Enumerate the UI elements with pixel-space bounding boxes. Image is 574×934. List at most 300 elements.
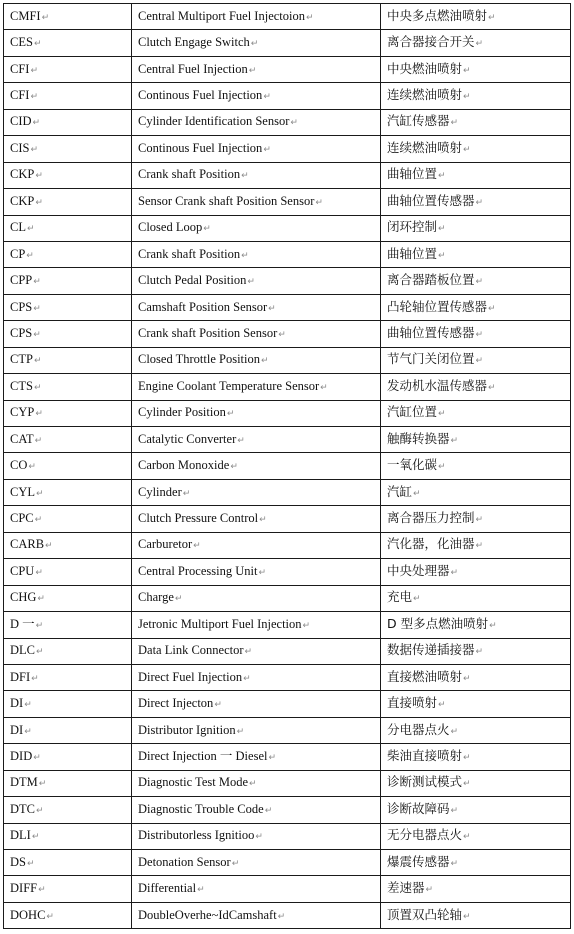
table-row [4, 347, 571, 373]
english-term-cell [132, 691, 381, 717]
paragraph-mark-icon: ↵ [450, 805, 459, 816]
chinese-term-text: 汽化器，化油器 [387, 536, 475, 552]
paragraph-mark-icon: ↵ [30, 92, 38, 103]
table-row [4, 532, 571, 558]
chinese-term-cell [381, 770, 571, 796]
chinese-term-text: 汽缸传感器 [387, 113, 450, 129]
paragraph-mark-icon: ↵ [488, 12, 496, 23]
abbreviation-cell [4, 506, 132, 532]
english-term-cell [132, 215, 381, 241]
table-row [4, 823, 571, 849]
chinese-term-cell [381, 902, 571, 928]
table-row [4, 770, 571, 796]
abbreviation-text: CFI [10, 88, 30, 103]
chinese-term-cell [381, 215, 571, 241]
paragraph-mark-icon: ↵ [463, 779, 471, 790]
chinese-term-cell [381, 612, 571, 638]
english-term-cell [132, 638, 381, 664]
abbreviation-text: D 一 [10, 616, 35, 631]
chinese-term-text: 中央处理器 [387, 562, 450, 578]
abbreviation-text: CTP [10, 352, 33, 367]
chinese-term-text: 离合器压力控制 [387, 510, 475, 526]
table-row [4, 638, 571, 664]
abbreviation-text: CPU [10, 563, 35, 578]
paragraph-mark-icon: ↵ [438, 409, 446, 420]
chinese-term-text: 汽缸位置 [387, 404, 438, 420]
paragraph-mark-icon: ↵ [450, 567, 459, 578]
table-row [4, 4, 571, 30]
english-term-cell [132, 400, 381, 426]
english-term-cell [132, 479, 381, 505]
table-row [4, 612, 571, 638]
paragraph-mark-icon: ↵ [489, 620, 497, 631]
english-term-text: Continous Fuel Injection [138, 140, 263, 155]
english-term-text: Direct Fuel Injection [138, 669, 243, 684]
chinese-term-cell [381, 585, 571, 611]
paragraph-mark-icon: ↵ [226, 409, 235, 420]
table-row [4, 56, 571, 82]
table-row [4, 30, 571, 56]
abbreviation-cell [4, 136, 132, 162]
abbreviation-cell [4, 770, 132, 796]
english-term-cell [132, 109, 381, 135]
table-row [4, 268, 571, 294]
chinese-term-cell [381, 162, 571, 188]
paragraph-mark-icon: ↵ [302, 620, 311, 631]
paragraph-mark-icon: ↵ [438, 250, 446, 261]
paragraph-mark-icon: ↵ [463, 144, 471, 155]
abbreviation-text: CES [10, 35, 33, 50]
abbreviation-text: CPS [10, 299, 33, 314]
paragraph-mark-icon: ↵ [31, 673, 39, 684]
chinese-term-text: 无分电器点火 [387, 827, 463, 843]
english-term-cell [132, 532, 381, 558]
table-row [4, 374, 571, 400]
paragraph-mark-icon: ↵ [45, 541, 53, 552]
paragraph-mark-icon: ↵ [193, 541, 201, 552]
chinese-term-text: 诊断故障码 [387, 800, 450, 816]
english-term-cell [132, 612, 381, 638]
english-term-text: Cylinder [138, 484, 182, 499]
chinese-term-text: 中央燃油喷射 [387, 60, 463, 76]
paragraph-mark-icon: ↵ [463, 92, 471, 103]
chinese-term-text: 曲轴位置 [387, 245, 438, 261]
paragraph-mark-icon: ↵ [438, 462, 446, 473]
chinese-term-text: 节气门关闭位置 [387, 351, 475, 367]
paragraph-mark-icon: ↵ [261, 356, 269, 367]
paragraph-mark-icon: ↵ [450, 858, 459, 869]
english-term-text: Clutch Engage Switch [138, 35, 250, 50]
abbreviation-cell [4, 902, 132, 928]
english-term-cell [132, 797, 381, 823]
paragraph-mark-icon: ↵ [258, 567, 266, 578]
english-term-text: Direct Injection 一 Diesel [138, 748, 268, 763]
english-term-cell [132, 744, 381, 770]
english-term-cell [132, 136, 381, 162]
english-term-text: Camshaft Position Sensor [138, 299, 268, 314]
abbreviation-text: CIS [10, 140, 30, 155]
chinese-term-text: 爆震传感器 [387, 853, 450, 869]
chinese-term-cell [381, 294, 571, 320]
abbreviation-text: CKP [10, 167, 35, 182]
chinese-term-cell [381, 479, 571, 505]
paragraph-mark-icon: ↵ [34, 435, 43, 446]
chinese-term-text: 凸轮轴位置传感器 [387, 298, 488, 314]
paragraph-mark-icon: ↵ [475, 515, 484, 526]
english-term-text: Distributorless Ignitioo [138, 828, 255, 843]
table-row [4, 691, 571, 717]
english-term-text: Differential [138, 881, 197, 896]
paragraph-mark-icon: ↵ [24, 700, 32, 711]
chinese-term-text: 分电器点火 [387, 721, 450, 737]
english-term-text: Distributor Ignition [138, 722, 236, 737]
english-term-text: Continous Fuel Injection [138, 88, 263, 103]
english-term-cell [132, 347, 381, 373]
chinese-term-cell [381, 83, 571, 109]
english-term-cell [132, 585, 381, 611]
paragraph-mark-icon: ↵ [278, 329, 286, 340]
paragraph-mark-icon: ↵ [248, 65, 257, 76]
abbreviation-text: CYP [10, 405, 35, 420]
table-row [4, 850, 571, 876]
abbreviation-text: CMFI [10, 8, 41, 23]
paragraph-mark-icon: ↵ [32, 118, 41, 129]
english-term-text: Central Processing Unit [138, 563, 258, 578]
paragraph-mark-icon: ↵ [268, 752, 277, 763]
chinese-term-cell [381, 56, 571, 82]
abbreviation-cell [4, 532, 132, 558]
paragraph-mark-icon: ↵ [247, 277, 255, 288]
english-term-text: Jetronic Multiport Fuel Injection [138, 616, 302, 631]
paragraph-mark-icon: ↵ [450, 435, 459, 446]
paragraph-mark-icon: ↵ [425, 885, 434, 896]
english-term-text: DoubleOverhe~IdCamshaft [138, 907, 277, 922]
english-term-text: Sensor Crank shaft Position Sensor [138, 193, 315, 208]
table-row [4, 559, 571, 585]
abbreviation-text: CP [10, 246, 26, 261]
chinese-term-cell [381, 744, 571, 770]
abbreviation-cell [4, 585, 132, 611]
paragraph-mark-icon: ↵ [255, 832, 263, 843]
abbreviation-cell [4, 268, 132, 294]
chinese-term-cell [381, 691, 571, 717]
english-term-cell [132, 559, 381, 585]
english-term-text: Closed Throttle Position [138, 352, 260, 367]
english-term-cell [132, 189, 381, 215]
chinese-term-cell [381, 717, 571, 743]
chinese-term-text: 离合器踏板位置 [387, 272, 475, 288]
paragraph-mark-icon: ↵ [38, 885, 46, 896]
chinese-term-cell [381, 4, 571, 30]
table-row [4, 902, 571, 928]
chinese-term-cell [381, 797, 571, 823]
english-term-text: Data Link Connector [138, 643, 244, 658]
english-term-text: Closed Loop [138, 220, 203, 235]
abbreviation-text: CARB [10, 537, 45, 552]
chinese-term-cell [381, 664, 571, 690]
english-term-cell [132, 83, 381, 109]
abbreviation-text: CYL [10, 484, 35, 499]
chinese-term-cell [381, 374, 571, 400]
paragraph-mark-icon: ↵ [46, 911, 54, 922]
paragraph-mark-icon: ↵ [463, 911, 471, 922]
paragraph-mark-icon: ↵ [413, 594, 421, 605]
abbreviation-cell [4, 479, 132, 505]
english-term-cell [132, 374, 381, 400]
paragraph-mark-icon: ↵ [33, 356, 42, 367]
table-row [4, 162, 571, 188]
paragraph-mark-icon: ↵ [475, 647, 484, 658]
chinese-term-cell [381, 241, 571, 267]
paragraph-mark-icon: ↵ [237, 435, 245, 446]
paragraph-mark-icon: ↵ [259, 515, 267, 526]
table-row [4, 109, 571, 135]
paragraph-mark-icon: ↵ [263, 92, 271, 103]
paragraph-mark-icon: ↵ [35, 620, 44, 631]
abbreviation-cell [4, 876, 132, 902]
abbreviation-cell [4, 294, 132, 320]
paragraph-mark-icon: ↵ [463, 65, 471, 76]
chinese-term-text: 柴油直接喷射 [387, 747, 463, 763]
paragraph-mark-icon: ↵ [35, 409, 43, 420]
paragraph-mark-icon: ↵ [230, 462, 238, 473]
english-term-text: Crank shaft Position [138, 246, 241, 261]
abbreviation-cell [4, 83, 132, 109]
table-row [4, 241, 571, 267]
chinese-term-text: 差速器 [387, 880, 425, 896]
english-term-text: Cylinder Identification Sensor [138, 114, 290, 129]
paragraph-mark-icon: ↵ [26, 224, 35, 235]
table-row [4, 585, 571, 611]
english-term-text: Diagnostic Trouble Code [138, 801, 264, 816]
paragraph-mark-icon: ↵ [30, 65, 38, 76]
paragraph-mark-icon: ↵ [488, 382, 496, 393]
chinese-term-cell [381, 427, 571, 453]
paragraph-mark-icon: ↵ [475, 329, 484, 340]
chinese-term-cell [381, 30, 571, 56]
english-term-cell [132, 427, 381, 453]
paragraph-mark-icon: ↵ [33, 277, 41, 288]
english-term-cell [132, 717, 381, 743]
english-term-cell [132, 506, 381, 532]
abbreviation-cell [4, 4, 132, 30]
paragraph-mark-icon: ↵ [475, 277, 484, 288]
abbreviation-text: DS [10, 854, 26, 869]
paragraph-mark-icon: ↵ [231, 858, 240, 869]
paragraph-mark-icon: ↵ [26, 250, 34, 261]
english-term-cell [132, 162, 381, 188]
chinese-term-cell [381, 189, 571, 215]
english-term-cell [132, 241, 381, 267]
abbreviation-text: DIFF [10, 881, 38, 896]
paragraph-mark-icon: ↵ [264, 805, 273, 816]
abbreviation-table-body [4, 4, 571, 929]
table-row [4, 321, 571, 347]
paragraph-mark-icon: ↵ [290, 118, 298, 129]
abbreviation-cell [4, 30, 132, 56]
english-term-text: Catalytic Converter [138, 431, 237, 446]
abbreviation-text: DFI [10, 669, 31, 684]
paragraph-mark-icon: ↵ [249, 779, 257, 790]
chinese-term-text: 离合器接合开关 [387, 34, 475, 50]
paragraph-mark-icon: ↵ [263, 144, 271, 155]
paragraph-mark-icon: ↵ [182, 488, 191, 499]
abbreviation-cell [4, 162, 132, 188]
chinese-term-cell [381, 136, 571, 162]
paragraph-mark-icon: ↵ [31, 832, 40, 843]
chinese-term-cell [381, 876, 571, 902]
abbreviation-text: CPC [10, 511, 34, 526]
table-row [4, 506, 571, 532]
table-row [4, 876, 571, 902]
english-term-cell [132, 321, 381, 347]
paragraph-mark-icon: ↵ [475, 356, 484, 367]
abbreviation-cell [4, 850, 132, 876]
english-term-cell [132, 294, 381, 320]
table-row [4, 797, 571, 823]
chinese-term-cell [381, 453, 571, 479]
paragraph-mark-icon: ↵ [250, 39, 259, 50]
abbreviation-text: CAT [10, 431, 34, 446]
abbreviation-cell [4, 717, 132, 743]
english-term-cell [132, 453, 381, 479]
abbreviation-text: DI [10, 696, 24, 711]
table-row [4, 453, 571, 479]
paragraph-mark-icon: ↵ [28, 462, 36, 473]
english-term-cell [132, 770, 381, 796]
paragraph-mark-icon: ↵ [33, 39, 42, 50]
chinese-term-text: 诊断测试模式 [387, 774, 463, 790]
paragraph-mark-icon: ↵ [36, 647, 44, 658]
chinese-term-text: 曲轴位置传感器 [387, 192, 475, 208]
table-row [4, 136, 571, 162]
paragraph-mark-icon: ↵ [36, 805, 44, 816]
english-term-text: Diagnostic Test Mode [138, 775, 248, 790]
english-term-text: Carburetor [138, 537, 193, 552]
english-term-cell [132, 850, 381, 876]
chinese-term-text: 直接燃油喷射 [387, 668, 463, 684]
paragraph-mark-icon: ↵ [306, 12, 314, 23]
abbreviation-cell [4, 691, 132, 717]
paragraph-mark-icon: ↵ [438, 171, 446, 182]
abbreviation-cell [4, 453, 132, 479]
abbreviation-cell [4, 559, 132, 585]
paragraph-mark-icon: ↵ [197, 885, 205, 896]
paragraph-mark-icon: ↵ [320, 382, 328, 393]
paragraph-mark-icon: ↵ [450, 118, 459, 129]
chinese-term-text: 一氧化碳 [387, 457, 438, 473]
english-term-text: Crank shaft Position [138, 167, 241, 182]
abbreviation-cell [4, 241, 132, 267]
english-term-text: Engine Coolant Temperature Sensor [138, 378, 320, 393]
abbreviation-cell [4, 823, 132, 849]
paragraph-mark-icon: ↵ [277, 911, 286, 922]
chinese-term-text: 顶置双凸轮轴 [387, 906, 463, 922]
abbreviation-text: CTS [10, 378, 33, 393]
paragraph-mark-icon: ↵ [475, 197, 484, 208]
english-term-cell [132, 664, 381, 690]
english-term-cell [132, 876, 381, 902]
paragraph-mark-icon: ↵ [35, 171, 43, 182]
english-term-text: Direct Injecton [138, 696, 214, 711]
abbreviation-text: CPP [10, 273, 33, 288]
english-term-cell [132, 56, 381, 82]
paragraph-mark-icon: ↵ [450, 726, 459, 737]
abbreviation-cell [4, 744, 132, 770]
paragraph-mark-icon: ↵ [463, 673, 471, 684]
abbreviation-text: DTC [10, 801, 35, 816]
abbreviation-cell [4, 612, 132, 638]
abbreviation-cell [4, 664, 132, 690]
english-term-text: Central Fuel Injection [138, 61, 248, 76]
paragraph-mark-icon: ↵ [174, 594, 183, 605]
paragraph-mark-icon: ↵ [33, 303, 41, 314]
paragraph-mark-icon: ↵ [37, 594, 45, 605]
paragraph-mark-icon: ↵ [438, 224, 446, 235]
paragraph-mark-icon: ↵ [268, 303, 276, 314]
abbreviation-cell [4, 347, 132, 373]
chinese-term-text: 中央多点燃油喷射 [387, 7, 488, 23]
english-term-cell [132, 823, 381, 849]
paragraph-mark-icon: ↵ [33, 382, 42, 393]
chinese-term-cell [381, 638, 571, 664]
english-term-text: Clutch Pressure Control [138, 511, 259, 526]
abbreviation-cell [4, 797, 132, 823]
chinese-term-cell [381, 109, 571, 135]
paragraph-mark-icon: ↵ [35, 197, 43, 208]
chinese-term-text: 汽缸 [387, 483, 413, 499]
paragraph-mark-icon: ↵ [413, 488, 421, 499]
table-row [4, 400, 571, 426]
abbreviation-text: DI [10, 722, 24, 737]
abbreviation-text: CFI [10, 61, 30, 76]
table-row [4, 717, 571, 743]
abbreviation-text: CL [10, 220, 26, 235]
paragraph-mark-icon: ↵ [203, 224, 211, 235]
paragraph-mark-icon: ↵ [41, 12, 50, 23]
paragraph-mark-icon: ↵ [24, 726, 32, 737]
english-term-text: Crank shaft Position Sensor [138, 325, 278, 340]
table-row [4, 294, 571, 320]
table-row [4, 83, 571, 109]
abbreviation-text: DLI [10, 828, 31, 843]
abbreviation-text: DID [10, 748, 33, 763]
chinese-term-text: 连续燃油喷射 [387, 139, 463, 155]
abbreviation-text: DLC [10, 643, 35, 658]
english-term-text: Charge [138, 590, 174, 605]
abbreviation-cell [4, 374, 132, 400]
paragraph-mark-icon: ↵ [475, 39, 484, 50]
paragraph-mark-icon: ↵ [438, 700, 446, 711]
chinese-term-text: 曲轴位置传感器 [387, 324, 475, 340]
abbreviation-text: DOHC [10, 907, 46, 922]
paragraph-mark-icon: ↵ [243, 673, 251, 684]
chinese-term-text: D 型多点燃油喷射 [387, 615, 489, 631]
chinese-term-cell [381, 347, 571, 373]
english-term-cell [132, 902, 381, 928]
paragraph-mark-icon: ↵ [315, 197, 323, 208]
english-term-text: Central Multiport Fuel Injectoion [138, 8, 305, 23]
english-term-cell [132, 268, 381, 294]
paragraph-mark-icon: ↵ [463, 752, 471, 763]
chinese-term-cell [381, 532, 571, 558]
chinese-term-text: 充电 [387, 589, 413, 605]
paragraph-mark-icon: ↵ [26, 858, 35, 869]
paragraph-mark-icon: ↵ [488, 303, 496, 314]
paragraph-mark-icon: ↵ [33, 329, 41, 340]
abbreviation-text: DTM [10, 775, 38, 790]
abbreviation-text: CO [10, 458, 28, 473]
